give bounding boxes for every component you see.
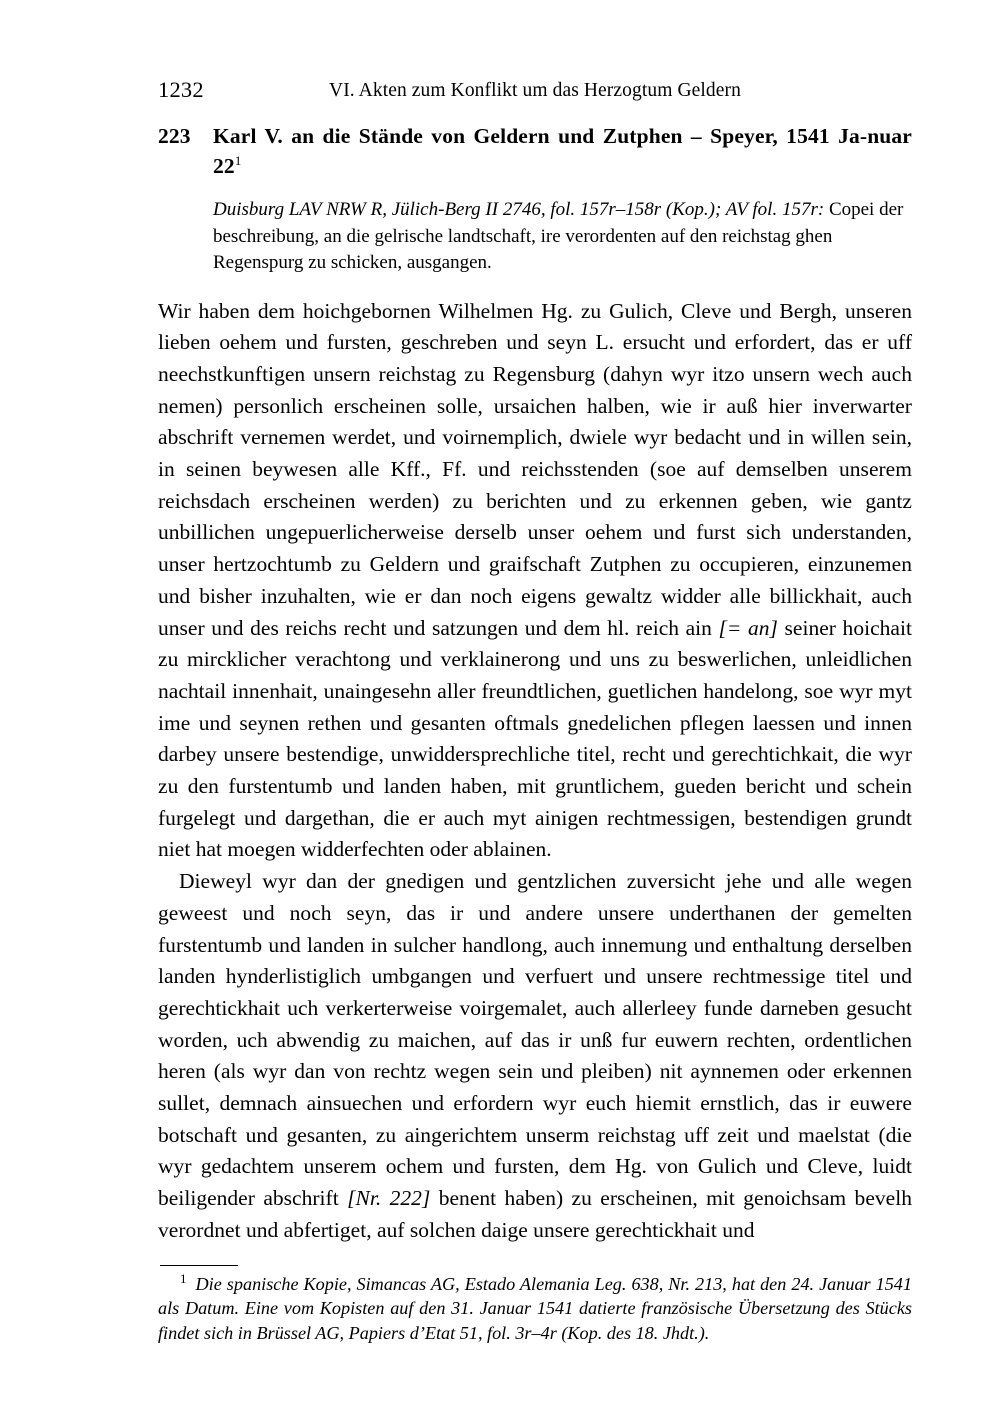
running-head-title: VI. Akten zum Konflikt um das Herzogtum Geldern — [329, 80, 741, 101]
running-head — [158, 76, 912, 116]
document-number: 223 — [158, 124, 191, 148]
document-heading-text: Karl V. an die Stände von Geldern und Zutphen – Speyer, 1541 Ja-nuar 22 — [213, 124, 912, 178]
footnote-marker: 1 — [180, 1270, 187, 1286]
paragraph-1-text-b: seiner hoichait zu mircklicher verachtong und verklainerong und uns zu beswerlichen, unleidlichen nachtail innenhait, unaingesehn aller freundtlichen, guetlichen handelong, soe wyr myt ime und seynen rethen und gesanten oftmals gnedelichen pflegen laessen und innen darbey unsere bestendige, unwiddersprechliche titel, recht und gerechtichkait, die wyr zu den furstentumb und landen haben, mit gruntlichem, gueden bericht und schein furgelegt und dargethan, die er auch myt ainigen rechtmessigen, bestendigen grundt niet hat moegen widderfechten oder ablainen. — [158, 615, 912, 862]
page-content-column — [158, 0, 912, 1345]
source-description: Copei der beschreibung, an die gelrische landtschaft, ire verordenten auf den reichstag ghen Regenspurg zu schicken, ausgangen. — [213, 199, 904, 273]
footnote-area — [158, 1265, 912, 1346]
paragraph-1-text-a: Wir haben dem hoichgebornen Wilhelmen Hg. zu Gulich, Cleve und Bergh, unseren lieben oehem und fursten, geschreben und seyn L. ersucht und erfordert, das er uff neechstkunftigen unsern reichstag zu Regensburg (dahyn wyr itzo unsern wech auch nemen) personlich erscheinen solle, ursaichen halben, wie ir auß hier inverwarter abschrift vernemen werdet, und voirnemplich, dwiele wyr bedacht und in willen sein, in seinen beywesen alle Kff., Ff. und reichsstenden (soe auf demselben unserem reichsdach erscheinen werden) zu berichten und zu erkennen geben, wie gantz unbillichen ungepuerlicherweise derselb unser oehem und furst sich understanden, unser hertzochtumb zu Geldern und graifschaft Zutphen zu occupieren, einzunemen und bisher inzuhalten, wie er dan noch eigens gewaltz widder alle billickhait, auch unser und des reichs recht und satzungen und dem hl. reich ain — [158, 298, 912, 640]
footnote-separator-rule — [160, 1265, 238, 1266]
editorial-insertion-an: [= an] — [718, 615, 778, 640]
source-shelfmark: Duisburg LAV NRW R, Jülich-Berg II 2746, fol. 157r–158r (Kop.); AV fol. 157r: — [213, 199, 825, 220]
footnote-text: Die spanische Kopie, Simancas AG, Estado Alemania Leg. 638, Nr. 213, hat den 24. Januar 1541 als Datum. Eine vom Kopisten auf den 31. Januar 1541 datierte französische Übersetzung des Stücks findet sich in Brüssel AG, Papiers d’Etat 51, fol. 3r–4r (Kop. des 18. Jhdt.). — [158, 1273, 912, 1343]
paragraph-2-text-b: benent haben) zu erscheinen, mit genoichsam bevelh verordnet und abfertiget, auf solchen daige unsere gerechtickhait und — [158, 1186, 912, 1242]
source-note — [213, 197, 912, 277]
editorial-crossreference-nr222: [Nr. 222] — [347, 1186, 431, 1211]
document-heading — [158, 122, 912, 181]
paragraph-2-text-a: Dieweyl wyr dan der gnedigen und gentzlichen zuversicht jehe und alle wegen geweest und noch seyn, das ir und andere unsere underthanen der gemelten furstentumb und landen in sulcher handlong, auch innemung und enthaltung derselben landen hynderlistiglich umbgangen und verfuert und unsere rechtmessige titel und gerechtickhait uch verkerterweise voirgemalet, auch allerleey funde darneben gesucht worden, uch abwendig zu maichen, auf das ir unß fur euwern rechten, ordentlichen heren (als wyr dan von rechtz wegen sein und pleiben) nit aynnemen oder erkennen sullet, demnach ainsuechen und erfordern wyr euch hiemit ernstlich, das ir euwere botschaft und gesanten, zu aingerichtem unserm reichstag uff zeit und maelstat (die wyr gedachtem unserem ochem und fursten, dem Hg. von Gulich und Cleve, luidt beiligender abschrift — [158, 869, 912, 1211]
footnote-1 — [158, 1272, 912, 1346]
paragraph-2 — [158, 866, 912, 1246]
paragraph-1 — [158, 296, 912, 867]
page-number: 1232 — [158, 77, 204, 102]
body-text — [158, 296, 912, 1247]
heading-footnote-marker[interactable]: 1 — [234, 153, 242, 168]
